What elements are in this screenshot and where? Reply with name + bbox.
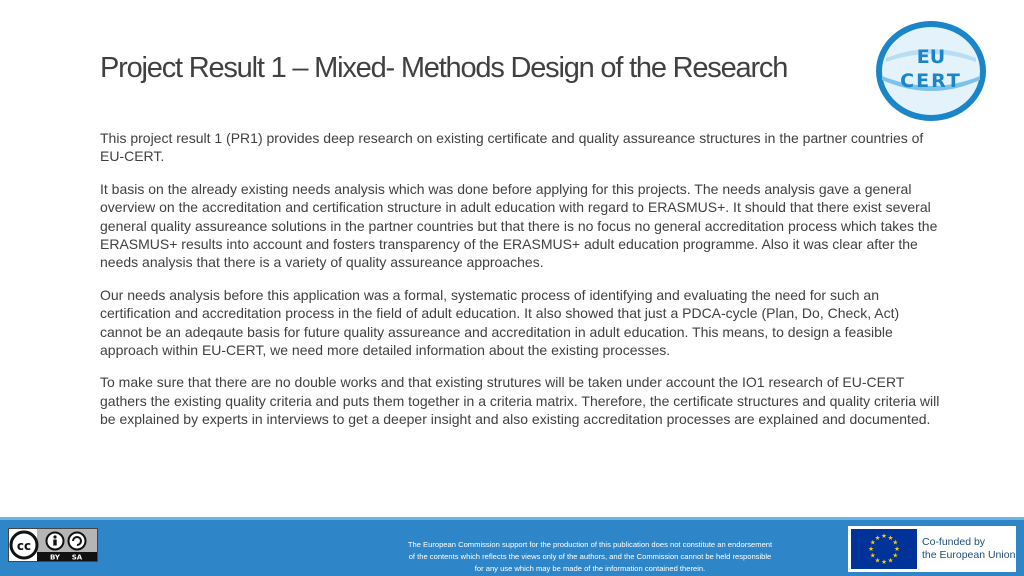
cc-icon — [9, 529, 97, 561]
eu-star-icon: ★ — [892, 538, 899, 547]
logo-line1: EU — [916, 46, 946, 68]
eu-star-icon: ★ — [881, 532, 887, 541]
paragraph: This project result 1 (PR1) provides deep research on existing certificate and quality assureance structures in the partner countries of EU-CERT. — [100, 130, 924, 165]
paragraph: Our needs analysis before this application was a formal, systematic process of identifying and evaluating the need for such an certification and accreditation process in the field of adult education. It also showed that just a PDCA-cycle (Plan, Do, Check, Act) cannot be an adeqaute basis for future quality assureance and accreditation in adult education. This means, to design a feasible approach within EU-CERT, we need more detailed information about the existing processes. — [100, 286, 900, 359]
disclaimer-text — [360, 539, 820, 575]
eu-star-icon: ★ — [887, 533, 894, 542]
cc-license-badge — [8, 528, 98, 562]
eu-star-icon: ★ — [887, 556, 894, 565]
paragraph: To make sure that there are no double works and that existing strutures will be taken under account the IO1 research of EU-CERT gathers the existing quality criteria and puts them together in a criteria matrix. Therefore, the certificate structures and quality criteria will be explained by experts in interviews to get a deeper insight and also existing accreditation processes are explained and documented. — [100, 374, 940, 428]
paragraph: It basis on the already existing needs analysis which was done before applying for this projects. The needs analysis gave a general overview on the accreditation and certification structure in adult education with regard to ERASMUS+. It should that there exist several general quality assureance solutions in the partner countries but that there is no focus no general accreditation process which takes the ERASMUS+ results into account and fosters transparency of the ERASMUS+ adult education programme. Also it was clear after the needs analysis that there is a variety of quality assureance approaches. — [100, 180, 938, 271]
eu-cofunded-line2: the European Union — [922, 549, 1016, 561]
cc-by-label: BY — [49, 553, 61, 561]
eu-flag-icon — [851, 529, 917, 569]
slide-title: Project Result 1 – Mixed- Methods Design of the Research — [100, 52, 788, 84]
eu-cofunded-line1: Co-funded by — [922, 536, 986, 548]
cc-sa-label: SA — [71, 553, 83, 561]
svg-text:cc: cc — [16, 539, 32, 553]
body-text — [100, 129, 940, 443]
logo-line2: CERT — [900, 70, 962, 92]
eu-star-icon: ★ — [874, 556, 881, 565]
eu-star-icon: ★ — [894, 545, 900, 554]
eu-star-icon: ★ — [869, 551, 876, 560]
eu-cofunded-badge — [848, 526, 1016, 572]
disclaimer-line: The European Commission support for the production of this publication does not constitute an endorsement — [407, 540, 773, 549]
eu-star-icon: ★ — [869, 538, 876, 547]
eu-star-icon: ★ — [868, 545, 874, 554]
eu-cert-logo — [872, 18, 990, 124]
footer-bar — [0, 517, 1024, 576]
eu-star-icon: ★ — [881, 558, 887, 567]
eu-star-icon: ★ — [874, 533, 881, 542]
eu-star-icon: ★ — [892, 551, 899, 560]
disclaimer-line: of the contents which reflects the views only of the authors, and the Commission cannot be held responsible — [408, 552, 772, 561]
disclaimer-line: for any use which may be made of the information contained therein. — [474, 564, 706, 573]
